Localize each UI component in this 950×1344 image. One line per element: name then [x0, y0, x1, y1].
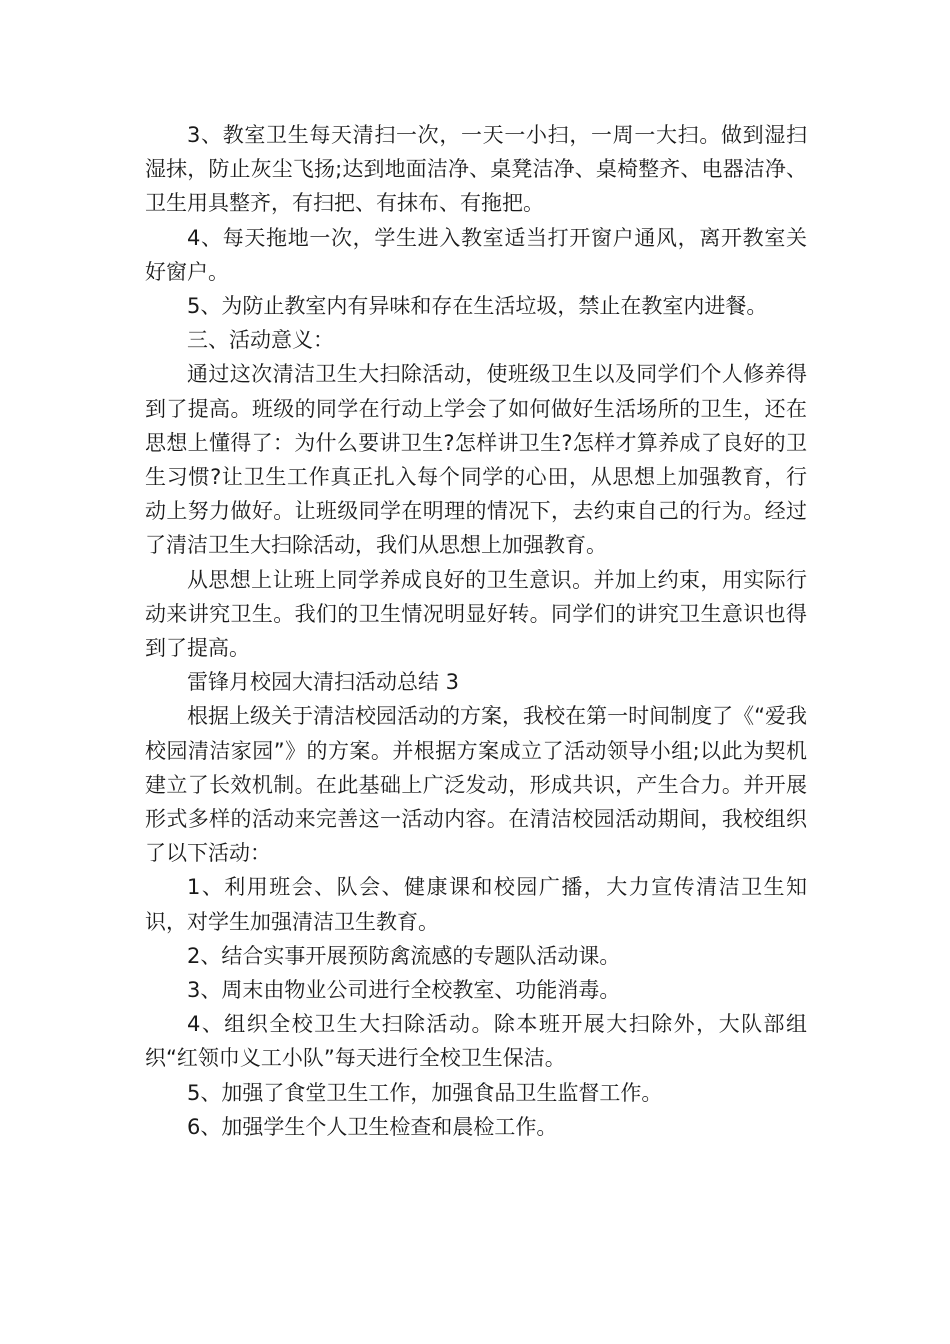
activity-item-4: 4、组织全校卫生大扫除活动。除本班开展大扫除外，大队部组织“红领巾义工小队”每天进行全校卫生保洁。 — [145, 1012, 807, 1071]
activity-item-1: 1、利用班会、队会、健康课和校园广播，大力宣传清洁卫生知识，对学生加强清洁卫生教育。 — [145, 875, 807, 934]
activity-item-6: 6、加强学生个人卫生检查和晨检工作。 — [187, 1114, 558, 1139]
activity-item-2: 2、结合实事开展预防禽流感的专题队活动课。 — [187, 943, 621, 968]
summary-title: 雷锋月校园大清扫活动总结 3 — [187, 670, 460, 695]
activity-item-5: 5、加强了食堂卫生工作，加强食品卫生监督工作。 — [187, 1080, 663, 1105]
section-heading-significance: 三、活动意义： — [187, 328, 334, 353]
paragraph-significance-1: 通过这次清洁卫生大扫除活动，使班级卫生以及同学们个人修养得到了提高。班级的同学在行动上学会了如何做好生活场所的卫生，还在思想上懂得了：为什么要讲卫生?怎样讲卫生?怎样才算养成了良好的卫生习惯?让卫生工作真正扎入每个同学的心田，从思想上加强教育，行动上努力做好。让班级同学在明理的情况下，去约束自己的行为。经过了清洁卫生大扫除活动，我们从思想上加强教育。 — [145, 362, 807, 558]
paragraph-item-5: 5、为防止教室内有异味和存在生活垃圾，禁止在教室内进餐。 — [187, 294, 768, 319]
paragraph-intro: 根据上级关于清洁校园活动的方案，我校在第一时间制度了《“爱我校园清洁家园”》的方案。并根据方案成立了活动领导小组;以此为契机建立了长效机制。在此基础上广泛发动，形成共识，产生合力。并开展形式多样的活动来完善这一活动内容。在清洁校园活动期间，我校组织了以下活动： — [145, 704, 807, 866]
paragraph-item-3: 3、教室卫生每天清扫一次，一天一小扫，一周一大扫。做到湿扫湿抹，防止灰尘飞扬;达到地面洁净、桌凳洁净、桌椅整齐、电器洁净、卫生用具整齐，有扫把、有抹布、有拖把。 — [145, 123, 807, 216]
paragraph-significance-2: 从思想上让班上同学养成良好的卫生意识。并加上约束，用实际行动来讲究卫生。我们的卫生情况明显好转。同学们的讲究卫生意识也得到了提高。 — [145, 567, 807, 661]
document-page — [145, 118, 807, 1144]
activity-item-3: 3、周末由物业公司进行全校教室、功能消毒。 — [187, 978, 621, 1003]
paragraph-item-4: 4、每天拖地一次，学生进入教室适当打开窗户通风，离开教室关好窗户。 — [145, 225, 807, 284]
